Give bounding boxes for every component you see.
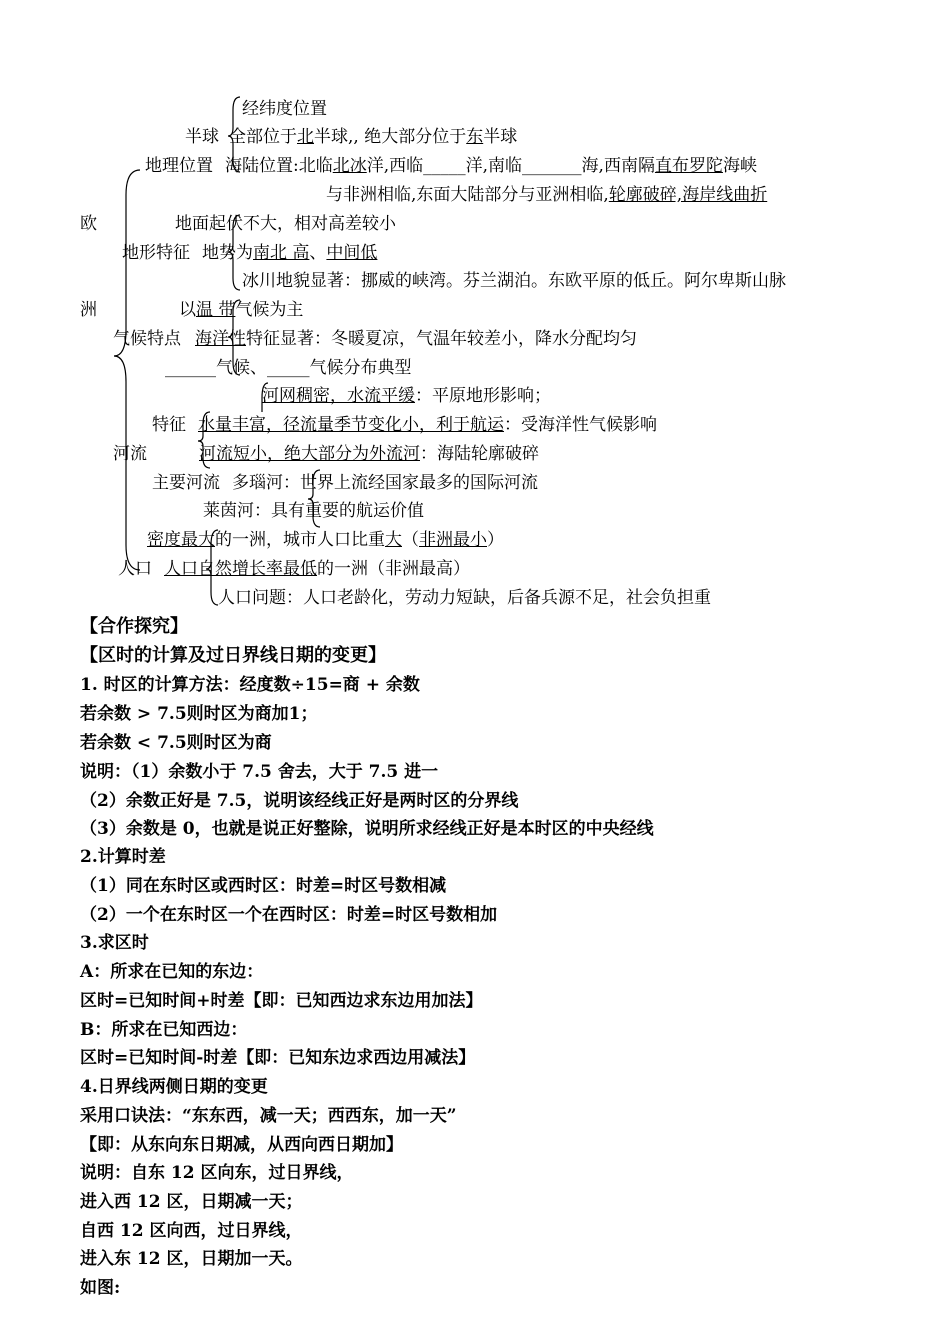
europe-char-2: 洲 (80, 300, 97, 320)
para-2: 若余数 > 7.5则时区为商加1； (80, 704, 318, 724)
outline-line-8: 洲 以温 带气候为主 (80, 300, 304, 320)
para-15: 4.日界线两侧日期的变更 (80, 1077, 268, 1097)
answer-gibraltar: 直布罗陀 (654, 156, 723, 176)
para-21: 进入东 12 区，日期加一天。 (80, 1249, 303, 1269)
river-features-label: 特征 (152, 415, 186, 435)
answer-south-north-high: 南北 高 (253, 243, 310, 263)
hemisphere-label: 半球 (185, 127, 219, 147)
para-11: A：所求在已知的东边： (80, 962, 264, 982)
climate-label: 气候特点 (113, 329, 181, 349)
para-4: 说明：（1）余数小于 7.5 舍去，大于 7.5 进一 (80, 762, 439, 782)
main-rivers-label: 主要河流 (152, 473, 220, 493)
blank-climate-2: _____ (267, 358, 310, 378)
para-13: B：所求在已知西边： (80, 1020, 248, 1040)
answer-africa-smallest: 非洲最小 (419, 530, 487, 550)
heading-cooperation: 【合作探究】 (80, 616, 188, 637)
lat-long-position: 经纬度位置 (242, 99, 327, 119)
terrain-label: 地形特征 (122, 243, 190, 263)
answer-middle-low: 中间低 (326, 243, 378, 263)
answer-water-volume: 水量丰富，径流量季节变化小，利于航运 (198, 415, 504, 435)
para-16: 采用口诀法：“东东西，减一天；西西东，加一天” (80, 1106, 457, 1126)
population-label: 人口 (118, 559, 152, 579)
para-19: 进入西 12 区，日期减一天； (80, 1192, 303, 1212)
outline-line-9: 气候特点 海洋性特征显著：冬暖夏凉，气温年较差小，降水分配均匀 (113, 329, 637, 349)
geo-location-label: 地理位置 (145, 156, 213, 176)
outline-line-6: 地形特征 地势为南北 高、中间低 (122, 243, 378, 263)
outline-line-7: 冰川地貌显著：挪威的峡湾。芬兰湖泊。东欧平原的低丘。阿尔卑斯山脉 (242, 271, 786, 291)
answer-temperate: 温 带 (196, 300, 236, 320)
answer-oceanic: 海洋性 (195, 329, 246, 349)
blank-south-sea: _______ (522, 156, 582, 176)
para-20: 自西 12 区向西，过日界线， (80, 1221, 303, 1241)
answer-east: 东 (466, 127, 484, 147)
para-1: 1. 时区的计算方法：经度数÷15=商 + 余数 (80, 675, 420, 695)
para-3: 若余数 < 7.5则时区为商 (80, 733, 272, 753)
para-5: （2）余数正好是 7.5，说明该经线正好是两时区的分界线 (80, 791, 519, 811)
answer-river-network: 河网稠密，水流平缓 (262, 386, 415, 406)
answer-short-rivers: 河流短小，绝大部分为外流河 (199, 444, 420, 464)
heading-zone-time: 【区时的计算及过日界线日期的变更】 (80, 645, 386, 666)
outline-line-12: 特征 水量丰富，径流量季节变化小，利于航运：受海洋性气候影响 (152, 415, 657, 435)
para-6: （3）余数是 0，也就是说正好整除，说明所求经线正好是本时区的中央经线 (80, 819, 654, 839)
outline-line-3: 地理位置 海陆位置:北临北冰洋,西临_____洋,南临_______海,西南隔直布罗陀海峡 (145, 156, 757, 176)
blank-west-ocean: _____ (423, 156, 466, 176)
para-10: 3.求区时 (80, 933, 149, 953)
outline-line-16: 密度最大的一洲，城市人口比重大（非洲最小） (147, 530, 504, 550)
outline-line-17: 人口 人口自然增长率最低的一洲（非洲最高） (118, 559, 470, 579)
outline-line-10: ______气候、_____气候分布典型 (165, 358, 412, 378)
outline-line-1 (242, 98, 327, 120)
para-18: 说明：自东 12 区向东，过日界线， (80, 1163, 354, 1183)
outline-line-2: 半球 全部位于北半球,, 绝大部分位于东半球 (185, 127, 518, 147)
para-9: （2）一个在东时区一个在西时区：时差=时区号数相加 (80, 905, 498, 925)
answer-large: 大 (385, 530, 402, 550)
europe-char-1: 欧 (80, 214, 97, 234)
river-label: 河流 (113, 444, 147, 464)
para-17: 【即：从东向东日期减，从西向西日期加】 (80, 1135, 403, 1155)
answer-arctic: 北冰 (332, 156, 367, 176)
outline-line-11: 河网稠密，水流平缓：平原地形影响； (262, 386, 551, 406)
para-7: 2.计算时差 (80, 847, 166, 867)
outline-line-15: 莱茵河：具有重要的航运价值 (203, 501, 424, 521)
outline-line-5: 欧 地面起伏不大，相对高差较小 (80, 214, 396, 234)
para-22: 如图: (80, 1278, 121, 1298)
para-14: 区时=已知时间-时差【即：已知东边求西边用减法】 (80, 1048, 476, 1068)
outline-line-13: 河流 河流短小，绝大部分为外流河：海陆轮廓破碎 (113, 444, 539, 464)
answer-north: 北 (297, 127, 314, 147)
para-12: 区时=已知时间+时差【即：已知西边求东边用加法】 (80, 991, 483, 1011)
outline-line-4: 与非洲相临,东面大陆部分与亚洲相临,轮廓破碎,海岸线曲折 (326, 185, 768, 205)
answer-densest: 密度最大 (147, 530, 215, 550)
para-8: （1）同在东时区或西时区：时差=时区号数相减 (80, 876, 447, 896)
answer-growth-rate: 人口自然增长率最低 (164, 559, 317, 579)
outline-line-18: 人口问题：人口老龄化，劳动力短缺，后备兵源不足，社会负担重 (218, 588, 711, 608)
blank-climate-1: ______ (165, 358, 216, 378)
answer-coastline: 轮廓破碎,海岸线曲折 (608, 185, 768, 205)
outline-line-14: 主要河流 多瑙河：世界上流经国家最多的国际河流 (152, 473, 538, 493)
